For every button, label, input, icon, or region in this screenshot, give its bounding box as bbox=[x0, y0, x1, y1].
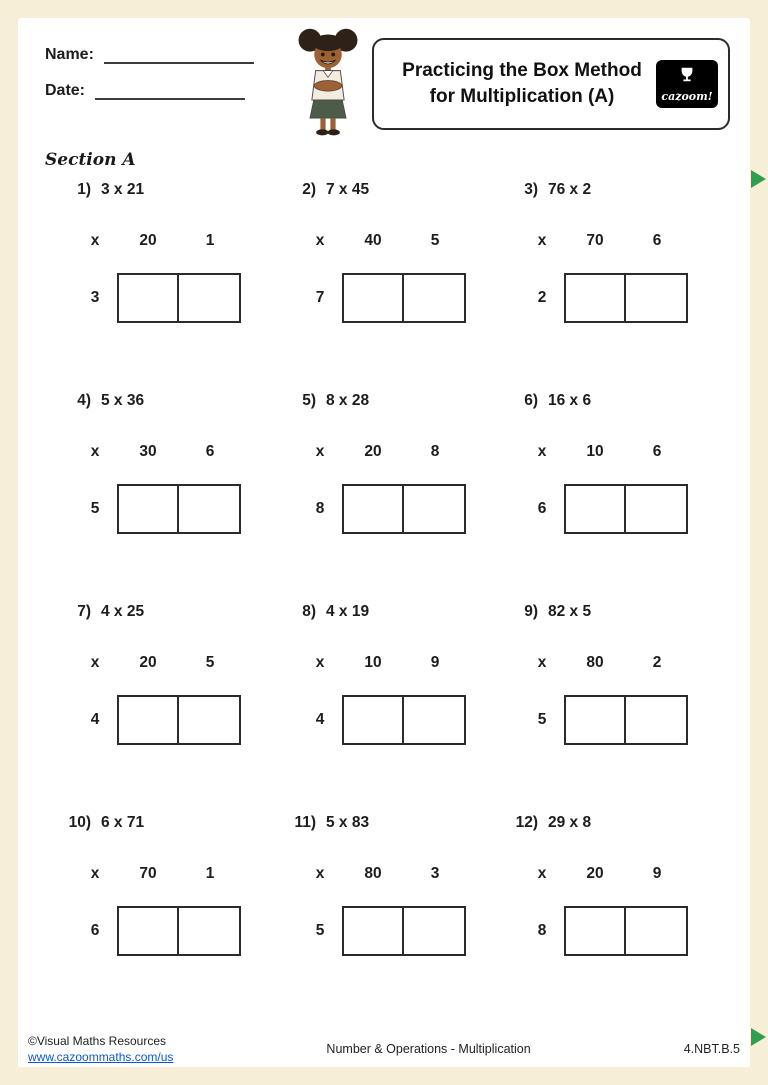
problem-expression: 4 x 25 bbox=[101, 603, 145, 620]
problem-block bbox=[270, 603, 492, 745]
problem-header bbox=[506, 392, 727, 410]
multiply-symbol: x bbox=[315, 443, 325, 460]
problem-number: 4) bbox=[77, 392, 91, 409]
multiply-symbol: x bbox=[315, 865, 325, 882]
multiply-symbol: x bbox=[537, 654, 547, 671]
problem-header bbox=[284, 603, 492, 621]
problem-block bbox=[492, 181, 727, 323]
answer-box-1[interactable] bbox=[342, 484, 404, 534]
problem-block bbox=[45, 181, 270, 323]
worksheet-page bbox=[18, 18, 750, 1067]
column-header-tens: 40 bbox=[364, 232, 382, 249]
column-header-ones: 3 bbox=[430, 865, 440, 882]
footer-topic: Number & Operations - Multiplication bbox=[326, 1041, 531, 1056]
answer-box-1[interactable] bbox=[564, 906, 626, 956]
problem-block bbox=[45, 814, 270, 956]
column-header-tens: 10 bbox=[364, 654, 382, 671]
date-label: Date: bbox=[45, 82, 86, 99]
answer-box-2[interactable] bbox=[626, 695, 688, 745]
problem-expression: 8 x 28 bbox=[326, 392, 370, 409]
problem-number: 5) bbox=[302, 392, 316, 409]
column-header-tens: 70 bbox=[586, 232, 604, 249]
row-header: 6 bbox=[90, 922, 100, 939]
answer-box-2[interactable] bbox=[404, 695, 466, 745]
problem-block bbox=[492, 603, 727, 745]
column-header-tens: 70 bbox=[139, 865, 157, 882]
copyright-text: ©Visual Maths Resources bbox=[28, 1033, 167, 1048]
multiply-symbol: x bbox=[315, 654, 325, 671]
title-box bbox=[372, 38, 730, 130]
box-method-table bbox=[298, 651, 492, 745]
trophy-icon bbox=[678, 66, 696, 89]
multiply-symbol: x bbox=[90, 654, 100, 671]
row-header: 5 bbox=[315, 922, 325, 939]
box-method-table bbox=[73, 862, 270, 956]
problem-header bbox=[284, 814, 492, 832]
problem-number: 12) bbox=[515, 814, 538, 831]
column-header-ones: 1 bbox=[205, 232, 215, 249]
row-header: 8 bbox=[315, 500, 325, 517]
problem-header bbox=[506, 603, 727, 621]
answer-box-2[interactable] bbox=[404, 484, 466, 534]
answer-box-2[interactable] bbox=[179, 273, 241, 323]
problem-expression: 29 x 8 bbox=[548, 814, 592, 831]
answer-box-2[interactable] bbox=[179, 906, 241, 956]
answer-box-2[interactable] bbox=[626, 484, 688, 534]
box-method-table bbox=[520, 651, 727, 745]
title-line-1: Practicing the Box Method bbox=[402, 60, 642, 82]
problem-block bbox=[270, 814, 492, 956]
box-method-table bbox=[73, 229, 270, 323]
column-header-tens: 30 bbox=[139, 443, 157, 460]
answer-box-2[interactable] bbox=[626, 273, 688, 323]
date-input-line[interactable] bbox=[95, 82, 245, 100]
problem-expression: 7 x 45 bbox=[326, 181, 370, 198]
problem-number: 3) bbox=[524, 181, 538, 198]
column-header-ones: 6 bbox=[652, 443, 662, 460]
problem-header bbox=[59, 181, 270, 199]
problems-grid bbox=[45, 181, 727, 956]
problem-expression: 76 x 2 bbox=[548, 181, 592, 198]
answer-box-1[interactable] bbox=[564, 695, 626, 745]
footer-left bbox=[28, 1033, 173, 1065]
problem-expression: 82 x 5 bbox=[548, 603, 592, 620]
answer-box-1[interactable] bbox=[117, 484, 179, 534]
box-method-table bbox=[73, 440, 270, 534]
row-header: 3 bbox=[90, 289, 100, 306]
row-header: 5 bbox=[537, 711, 547, 728]
answer-box-1[interactable] bbox=[342, 273, 404, 323]
problem-number: 7) bbox=[77, 603, 91, 620]
column-header-ones: 6 bbox=[205, 443, 215, 460]
title-line-2: for Multiplication (A) bbox=[429, 86, 615, 107]
multiply-symbol: x bbox=[90, 865, 100, 882]
row-header: 6 bbox=[537, 500, 547, 517]
box-method-table bbox=[520, 862, 727, 956]
problem-number: 6) bbox=[524, 392, 538, 409]
logo-wordmark: cazoom! bbox=[661, 89, 713, 103]
problem-number: 8) bbox=[302, 603, 316, 620]
multiply-symbol: x bbox=[90, 232, 100, 249]
row-header: 8 bbox=[537, 922, 547, 939]
problem-block bbox=[492, 392, 727, 534]
answer-box-1[interactable] bbox=[564, 273, 626, 323]
column-header-tens: 20 bbox=[139, 654, 157, 671]
row-header: 4 bbox=[90, 711, 100, 728]
problem-block bbox=[45, 392, 270, 534]
box-method-table bbox=[298, 440, 492, 534]
column-header-ones: 2 bbox=[652, 654, 662, 671]
row-header: 5 bbox=[90, 500, 100, 517]
problem-block bbox=[45, 603, 270, 745]
box-method-table bbox=[520, 229, 727, 323]
answer-box-1[interactable] bbox=[117, 273, 179, 323]
box-method-table bbox=[298, 229, 492, 323]
section-heading: Section A bbox=[45, 150, 136, 170]
girl-illustration bbox=[290, 24, 366, 145]
box-method-table bbox=[73, 651, 270, 745]
column-header-tens: 20 bbox=[364, 443, 382, 460]
footer bbox=[28, 1033, 740, 1065]
problem-header bbox=[506, 814, 727, 832]
problem-block bbox=[270, 181, 492, 323]
column-header-tens: 10 bbox=[586, 443, 604, 460]
problem-number: 1) bbox=[77, 181, 91, 198]
column-header-ones: 1 bbox=[205, 865, 215, 882]
answer-box-1[interactable] bbox=[117, 695, 179, 745]
answer-box-2[interactable] bbox=[404, 273, 466, 323]
answer-box-1[interactable] bbox=[117, 906, 179, 956]
problem-header bbox=[59, 814, 270, 832]
problem-header bbox=[506, 181, 727, 199]
problem-header bbox=[284, 181, 492, 199]
box-method-table bbox=[298, 862, 492, 956]
answer-box-2[interactable] bbox=[179, 484, 241, 534]
column-header-ones: 9 bbox=[652, 865, 662, 882]
answer-box-2[interactable] bbox=[179, 695, 241, 745]
column-header-tens: 80 bbox=[364, 865, 382, 882]
worksheet-title bbox=[388, 58, 656, 109]
problem-expression: 16 x 6 bbox=[548, 392, 592, 409]
problem-expression: 6 x 71 bbox=[101, 814, 145, 831]
column-header-ones: 5 bbox=[430, 232, 440, 249]
standard-code: 4.NBT.B.5 bbox=[683, 1041, 740, 1056]
name-label: Name: bbox=[45, 46, 94, 63]
problem-header bbox=[284, 392, 492, 410]
problem-block bbox=[492, 814, 727, 956]
cazoom-logo bbox=[656, 60, 718, 108]
name-date-block bbox=[45, 46, 254, 118]
edge-arrow-icon bbox=[751, 170, 766, 188]
problem-expression: 3 x 21 bbox=[101, 181, 145, 198]
edge-arrow-icon bbox=[751, 1028, 766, 1046]
column-header-ones: 6 bbox=[652, 232, 662, 249]
answer-box-1[interactable] bbox=[342, 906, 404, 956]
column-header-tens: 20 bbox=[139, 232, 157, 249]
multiply-symbol: x bbox=[537, 232, 547, 249]
column-header-tens: 80 bbox=[586, 654, 604, 671]
multiply-symbol: x bbox=[537, 443, 547, 460]
multiply-symbol: x bbox=[315, 232, 325, 249]
multiply-symbol: x bbox=[537, 865, 547, 882]
problem-expression: 5 x 36 bbox=[101, 392, 145, 409]
multiply-symbol: x bbox=[90, 443, 100, 460]
answer-box-2[interactable] bbox=[404, 906, 466, 956]
name-input-line[interactable] bbox=[104, 46, 254, 64]
answer-box-1[interactable] bbox=[342, 695, 404, 745]
problem-header bbox=[59, 392, 270, 410]
answer-box-2[interactable] bbox=[626, 906, 688, 956]
column-header-ones: 5 bbox=[205, 654, 215, 671]
column-header-tens: 20 bbox=[586, 865, 604, 882]
column-header-ones: 8 bbox=[430, 443, 440, 460]
box-method-table bbox=[520, 440, 727, 534]
cazoom-url-link[interactable]: www.cazoommaths.com/us bbox=[28, 1049, 174, 1064]
row-header: 4 bbox=[315, 711, 325, 728]
answer-box-1[interactable] bbox=[564, 484, 626, 534]
problem-number: 10) bbox=[68, 814, 91, 831]
column-header-ones: 9 bbox=[430, 654, 440, 671]
problem-block bbox=[270, 392, 492, 534]
problem-expression: 5 x 83 bbox=[326, 814, 370, 831]
problem-number: 9) bbox=[524, 603, 538, 620]
problem-header bbox=[59, 603, 270, 621]
problem-expression: 4 x 19 bbox=[326, 603, 370, 620]
row-header: 7 bbox=[315, 289, 325, 306]
row-header: 2 bbox=[537, 289, 547, 306]
problem-number: 11) bbox=[294, 814, 316, 831]
problem-number: 2) bbox=[302, 181, 316, 198]
